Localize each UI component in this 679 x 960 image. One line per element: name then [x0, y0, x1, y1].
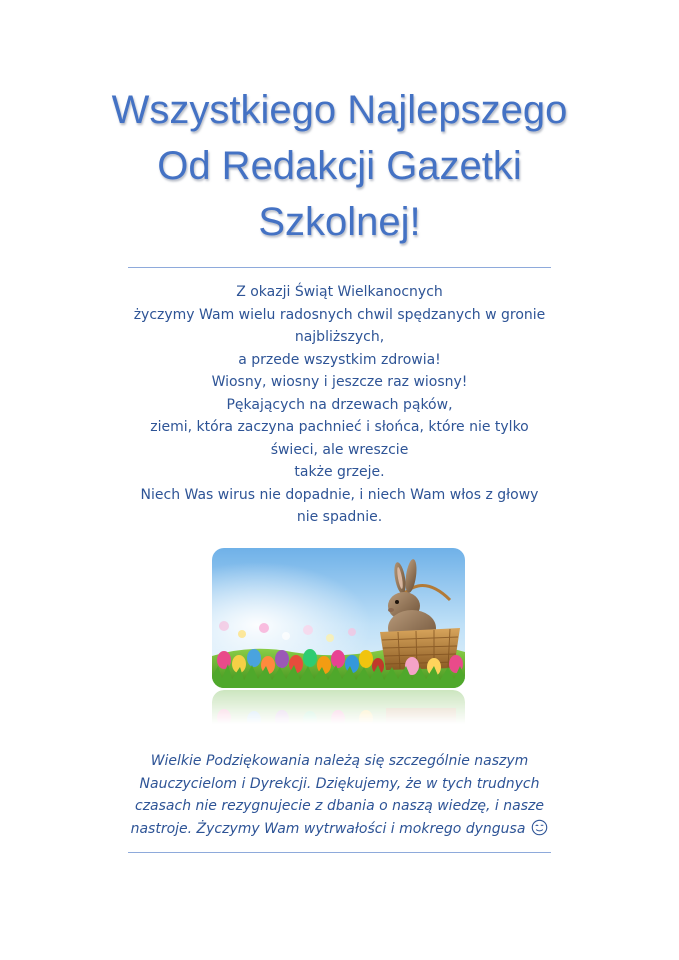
thanks-line: nastroje. Życzymy Wam wytrwałości i mokrego dyngusa	[130, 820, 526, 837]
greeting-line: także grzeje.	[294, 464, 385, 480]
greeting-line: najbliższych,	[294, 329, 385, 345]
page-title	[60, 82, 619, 250]
greeting-line: Niech Was wirus nie dopadnie, i niech Wam włos z głowy	[140, 486, 539, 503]
greeting-line: ziemi, która zaczyna pachnieć i słońca, które nie tylko	[150, 419, 529, 435]
title-line-1: Wszystkiego Najlepszego	[111, 88, 568, 132]
easter-bunny-basket-eggs-photo	[212, 548, 465, 688]
easter-photo	[212, 548, 465, 688]
bottom-divider	[128, 852, 551, 853]
thanks-text	[124, 750, 555, 840]
greeting-line: nie spadnie.	[296, 509, 383, 525]
thanks-line: Nauczycielom i Dyrekcji. Dziękujemy, że w tych trudnych	[139, 775, 540, 792]
greeting-line: a przede wszystkim zdrowia!	[238, 351, 441, 368]
greeting-line: świeci, ale wreszcie	[270, 441, 409, 458]
photo-reflection	[212, 690, 465, 724]
title-line-2: Od Redakcji Gazetki	[157, 144, 522, 188]
reflection-image	[212, 690, 465, 724]
greeting-text	[128, 281, 551, 529]
greeting-line: Pękających na drzewach pąków,	[226, 396, 453, 413]
winking-face-icon	[531, 819, 548, 836]
title-line-3: Szkolnej!	[258, 200, 421, 244]
thanks-line: czasach nie rezygnujecie z dbania o naszą wiedzę, i nasze	[135, 798, 544, 814]
thanks-line-last	[124, 818, 555, 841]
top-divider	[128, 267, 551, 268]
greeting-line: Z okazji Świąt Wielkanocnych	[236, 284, 443, 300]
thanks-line: Wielkie Podziękowania należą się szczególnie naszym	[150, 753, 529, 769]
greeting-line: życzymy Wam wielu radosnych chwil spędzanych w gronie	[133, 306, 546, 323]
greeting-line: Wiosny, wiosny i jeszcze raz wiosny!	[211, 374, 468, 390]
